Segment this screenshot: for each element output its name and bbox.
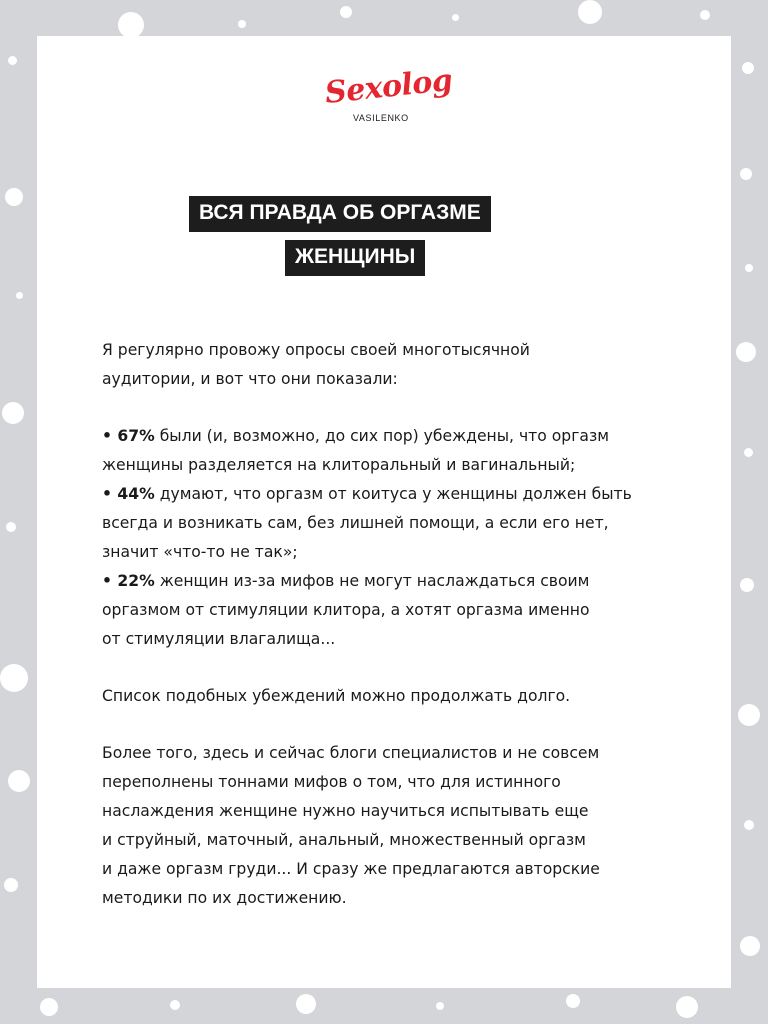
closing-line: и струйный, маточный, анальный, множественный оргазм <box>102 831 586 849</box>
brand-logo-script: Sexolog <box>323 62 454 111</box>
background-dot <box>6 522 16 532</box>
background-dot <box>740 936 760 956</box>
background-dot <box>16 292 23 299</box>
background-dot <box>736 342 756 362</box>
list-note: Список подобных убеждений можно продолжать долго. <box>102 687 571 705</box>
background-dot <box>340 6 352 18</box>
background-dot <box>296 994 316 1014</box>
closing-line: Более того, здесь и сейчас блоги специалистов и не совсем <box>102 744 600 762</box>
intro-line: аудитории, и вот что они показали: <box>102 370 398 388</box>
stat-value: 67% <box>117 427 155 445</box>
stat-continuation-line: женщины разделяется на клиторальный и вагинальный; <box>102 456 576 474</box>
page-title-line-2: ЖЕНЩИНЫ <box>285 240 425 276</box>
stat-item-44 <box>102 480 712 509</box>
background-dot <box>40 998 58 1016</box>
background-dot <box>8 770 30 792</box>
bullet-icon: • <box>102 572 112 590</box>
background-dot <box>740 578 754 592</box>
background-dot <box>700 10 710 20</box>
closing-line: переполнены тоннами мифов о том, что для истинного <box>102 773 561 791</box>
background-dot <box>8 56 17 65</box>
stat-continuation-line: оргазмом от стимуляции клитора, а хотят оргазма именно <box>102 601 590 619</box>
brand-logo <box>323 62 454 176</box>
bullet-icon: • <box>102 427 112 445</box>
stat-value: 44% <box>117 485 155 503</box>
background-dot <box>740 168 752 180</box>
stat-text: женщин из-за мифов не могут наслаждаться своим <box>154 572 590 590</box>
stat-continuation-line: от стимуляции влагалища... <box>102 630 336 648</box>
background-dot <box>744 820 754 830</box>
brand-logo-subtitle: VASILENKO <box>353 113 409 123</box>
background-dot <box>676 996 698 1018</box>
content-card <box>37 36 731 988</box>
bullet-icon: • <box>102 485 112 503</box>
background-dot <box>742 62 754 74</box>
background-dot <box>738 704 760 726</box>
background-dot <box>452 14 459 21</box>
stat-continuation-line: всегда и возникать сам, без лишней помощи, а если его нет, <box>102 514 609 532</box>
stat-text: думают, что оргазм от коитуса у женщины должен быть <box>154 485 632 503</box>
stat-item-22 <box>102 567 712 596</box>
background-dot <box>5 188 23 206</box>
background-dot <box>118 12 144 38</box>
closing-line: и даже оргазм груди... И сразу же предлагаются авторские <box>102 860 600 878</box>
background-dot <box>2 402 24 424</box>
closing-line: методики по их достижению. <box>102 889 347 907</box>
background-dot <box>566 994 580 1008</box>
background-dot <box>170 1000 180 1010</box>
stat-continuation-line: значит «что-то не так»; <box>102 543 298 561</box>
stat-text: были (и, возможно, до сих пор) убеждены, что оргазм <box>154 427 610 445</box>
stat-value: 22% <box>117 572 155 590</box>
background-dot <box>744 448 753 457</box>
page-title-line-1: ВСЯ ПРАВДА ОБ ОРГАЗМЕ <box>189 196 491 232</box>
closing-line: наслаждения женщине нужно научиться испытывать еще <box>102 802 589 820</box>
background-dot <box>436 1002 444 1010</box>
background-dot <box>578 0 602 24</box>
background-dot <box>238 20 246 28</box>
intro-line: Я регулярно провожу опросы своей многотысячной <box>102 341 530 359</box>
background-dot <box>0 664 28 692</box>
stat-item-67 <box>102 422 712 451</box>
background-dot <box>745 264 753 272</box>
article-body <box>102 336 712 913</box>
background-dot <box>4 878 18 892</box>
